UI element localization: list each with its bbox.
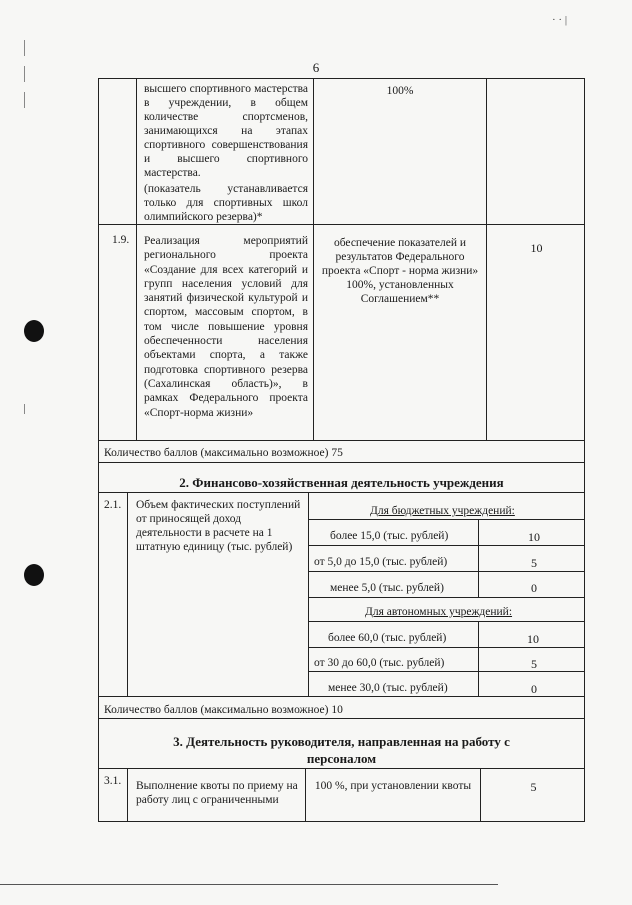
total-1: Количество баллов (максимально возможное) 75: [104, 447, 343, 459]
row-divider: [98, 440, 585, 441]
row-1-8-criterion: 100%: [386, 85, 414, 97]
row-divider: [98, 768, 585, 769]
col-divider: [308, 492, 309, 696]
page-number: 6: [312, 60, 320, 75]
section-3-title-line-1: 3. Деятельность руководителя, направленная на работу с: [173, 734, 510, 749]
row-3-1-number: 3.1.: [104, 775, 122, 787]
col-divider: [305, 768, 306, 822]
budget-criterion-2: от 5,0 до 15,0 (тыс. рублей): [314, 556, 448, 568]
col-divider: [480, 768, 481, 822]
row-divider: [98, 224, 585, 225]
punch-hole: [24, 564, 44, 586]
row-3-1-points: 5: [530, 780, 537, 794]
row-divider: [98, 462, 585, 463]
budget-header: Для бюджетных учреждений:: [370, 505, 515, 517]
row-divider: [308, 571, 585, 572]
row-1-8-description: высшего спортивного мастерства в учреждении, в общем количестве спортсменов, занимающихся на этапах спортивного совершенствования и высшего спортивного мастерства.: [144, 83, 308, 179]
budget-points-2: 5: [531, 556, 537, 570]
row-divider: [308, 647, 585, 648]
row-divider: [308, 671, 585, 672]
corner-mark: · · |: [552, 14, 568, 26]
scan-mark: [24, 40, 25, 56]
row-3-1-description: Выполнение квоты по приему на работу лиц с ограниченными: [136, 780, 298, 806]
row-divider: [308, 621, 585, 622]
row-2-1-number: 2.1.: [104, 499, 122, 511]
scan-mark: [24, 92, 25, 108]
col-divider: [478, 519, 479, 597]
row-2-1-description: Объем фактических поступлений от приносящей доход деятельности в расчете на 1 штатную единицу (тыс. рублей): [136, 499, 301, 553]
section-3-title-line-2: персоналом: [306, 751, 377, 766]
row-3-1-criterion: 100 %, при установлении квоты: [314, 780, 472, 792]
budget-points-3: 0: [531, 581, 537, 595]
row-divider: [98, 696, 585, 697]
row-divider: [98, 492, 585, 493]
col-divider: [486, 78, 487, 440]
punch-hole: [24, 320, 44, 342]
budget-criterion-1: более 15,0 (тыс. рублей): [330, 530, 449, 542]
row-1-9-description: Реализация мероприятий регионального проекта «Создание для всех категорий и групп населения условий для занятий физической культурой и спортом, массовым спортом, в том числе повышение уровня обеспеченности населения объектами спорта, а также подготовка спортивного резерва (Сахалинская область)», в рамках Федерального проекта «Спорт-норма жизни»: [144, 235, 308, 419]
row-1-9-criterion: обеспечение показателей и результатов Федерального проекта «Спорт - норма жизни» 100%, установленных Соглашением**: [321, 237, 479, 305]
col-divider: [478, 621, 479, 696]
autonomous-criterion-1: более 60,0 (тыс. рублей): [328, 632, 447, 644]
row-divider: [98, 718, 585, 719]
autonomous-criterion-2: от 30 до 60,0 (тыс. рублей): [314, 657, 445, 669]
scan-bottom-line: [0, 884, 498, 885]
row-1-9-number: 1.9.: [112, 234, 130, 246]
autonomous-points-3: 0: [531, 682, 537, 696]
total-2: Количество баллов (максимально возможное) 10: [104, 704, 343, 716]
row-divider: [308, 597, 585, 598]
col-divider: [127, 768, 128, 822]
row-1-9-points: 10: [530, 241, 543, 255]
col-divider: [136, 78, 137, 440]
col-divider: [313, 78, 314, 440]
autonomous-header: Для автономных учреждений:: [365, 606, 513, 618]
autonomous-points-2: 5: [531, 657, 537, 671]
row-divider: [308, 545, 585, 546]
col-divider: [127, 492, 128, 696]
row-1-8-note: (показатель устанавливается только для спортивных школ олимпийского резерва)*: [144, 183, 308, 223]
section-2-title: 2. Финансово-хозяйственная деятельность учреждения: [179, 475, 504, 490]
autonomous-points-1: 10: [527, 632, 539, 646]
scan-mark: [24, 66, 25, 82]
budget-points-1: 10: [528, 530, 540, 544]
autonomous-criterion-3: менее 30,0 (тыс. рублей): [328, 682, 448, 694]
budget-criterion-3: менее 5,0 (тыс. рублей): [330, 582, 444, 594]
scan-mark: [24, 404, 25, 414]
criteria-table: [98, 78, 585, 822]
row-divider: [308, 519, 585, 520]
